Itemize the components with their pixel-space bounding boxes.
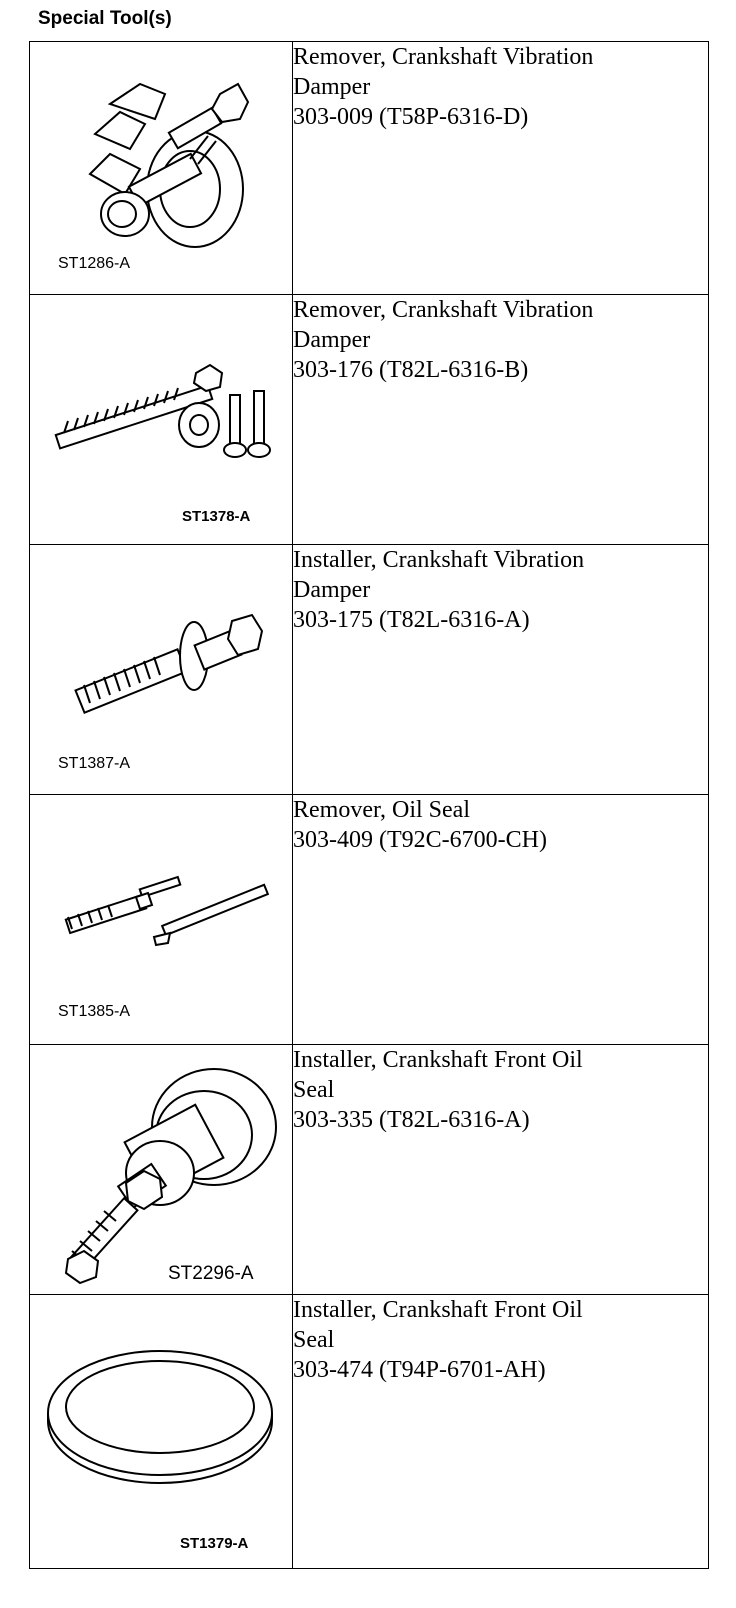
description-line: 303-009 (T58P-6316-D) bbox=[293, 104, 529, 130]
tool-image-cell bbox=[30, 545, 293, 795]
damper-installer-illustration bbox=[66, 611, 266, 721]
description-line: Remover, Crankshaft Vibration bbox=[293, 44, 594, 70]
tool-code: ST1379-A bbox=[180, 1535, 249, 1552]
tool-description bbox=[293, 42, 709, 295]
table-row bbox=[30, 295, 709, 545]
tool-description bbox=[293, 545, 709, 795]
tool-description bbox=[293, 1295, 709, 1569]
tool-description bbox=[293, 1045, 709, 1295]
seal-ring-illustration bbox=[44, 1347, 276, 1487]
tool-code: ST1387-A bbox=[58, 755, 131, 772]
description-line: Installer, Crankshaft Vibration bbox=[293, 547, 585, 573]
table-row bbox=[30, 545, 709, 795]
front-seal-installer-illustration bbox=[44, 1065, 284, 1285]
table-row bbox=[30, 795, 709, 1045]
table-row bbox=[30, 1295, 709, 1569]
tool-code: ST1378-A bbox=[182, 508, 251, 525]
tool-description bbox=[293, 795, 709, 1045]
damper-remover-illustration bbox=[70, 64, 250, 254]
tool-code: ST1385-A bbox=[58, 1003, 131, 1020]
description-line: Installer, Crankshaft Front Oil bbox=[293, 1047, 583, 1073]
description-line: Installer, Crankshaft Front Oil bbox=[293, 1297, 583, 1323]
tool-image-cell bbox=[30, 42, 293, 295]
screw-remover-illustration bbox=[44, 355, 284, 475]
description-line: Damper bbox=[293, 577, 371, 603]
description-line: 303-335 (T82L-6316-A) bbox=[293, 1107, 530, 1133]
description-line: 303-474 (T94P-6701-AH) bbox=[293, 1357, 546, 1383]
description-line: Remover, Oil Seal bbox=[293, 797, 470, 823]
special-tools-table bbox=[29, 41, 709, 1569]
description-line: Remover, Crankshaft Vibration bbox=[293, 297, 594, 323]
tool-code: ST2296-A bbox=[168, 1263, 254, 1284]
description-line: Seal bbox=[293, 1327, 335, 1353]
tool-image-cell bbox=[30, 1295, 293, 1569]
tool-image-cell bbox=[30, 1045, 293, 1295]
description-line: 303-176 (T82L-6316-B) bbox=[293, 357, 529, 383]
page-title: Special Tool(s) bbox=[38, 8, 172, 29]
description-line: Seal bbox=[293, 1077, 335, 1103]
oil-seal-remover-illustration bbox=[54, 865, 284, 955]
description-line: 303-175 (T82L-6316-A) bbox=[293, 607, 530, 633]
table-row bbox=[30, 1045, 709, 1295]
tool-description bbox=[293, 295, 709, 545]
description-line: Damper bbox=[293, 74, 371, 100]
description-line: Damper bbox=[293, 327, 371, 353]
table-row bbox=[30, 42, 709, 295]
tool-code: ST1286-A bbox=[58, 255, 131, 272]
tool-image-cell bbox=[30, 295, 293, 545]
tool-image-cell bbox=[30, 795, 293, 1045]
description-line: 303-409 (T92C-6700-CH) bbox=[293, 827, 547, 853]
